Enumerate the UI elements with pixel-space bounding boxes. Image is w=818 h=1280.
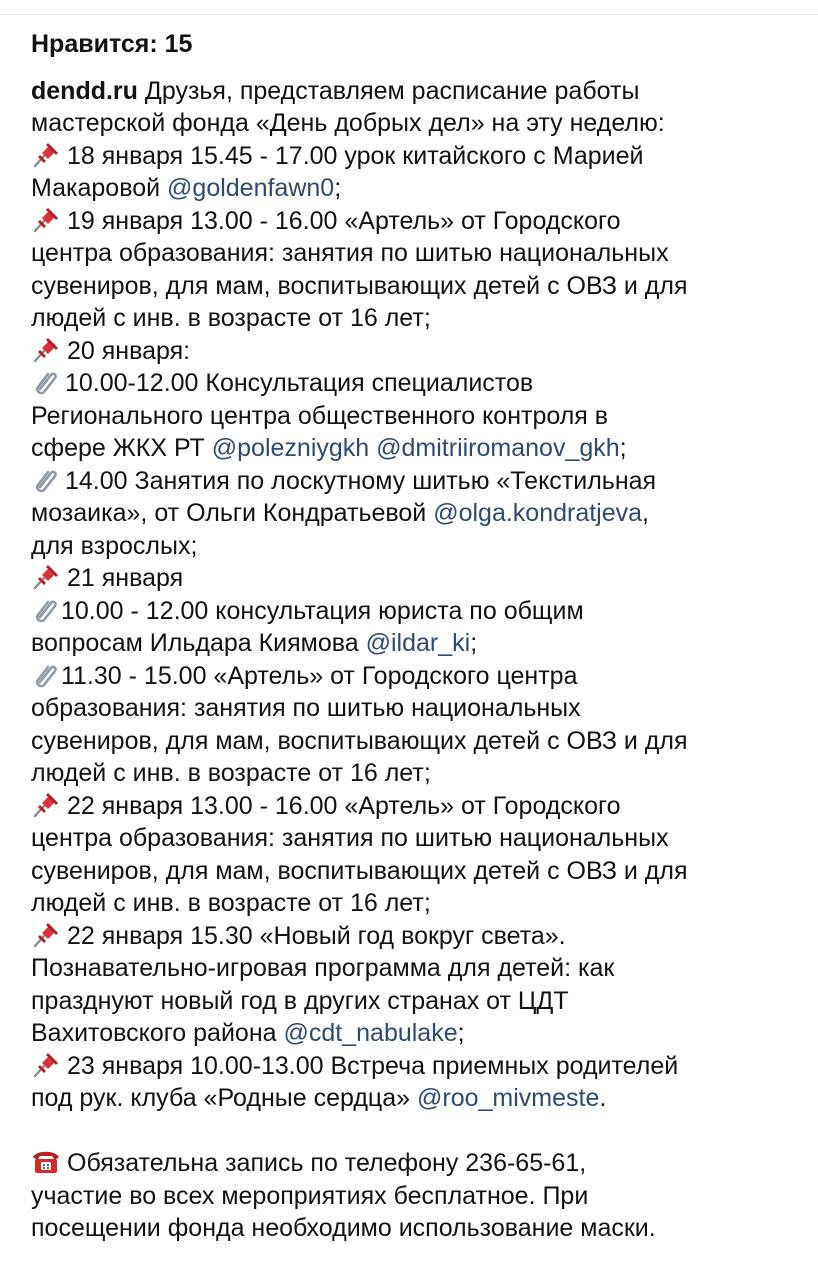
caption-line bbox=[31, 140, 801, 173]
caption-line bbox=[31, 1212, 801, 1245]
mention-link[interactable]: @goldenfawn0 bbox=[167, 174, 335, 202]
caption-line bbox=[31, 302, 801, 335]
punctuation: ; bbox=[334, 174, 342, 202]
pushpin-icon bbox=[31, 562, 61, 590]
caption-line-text: Друзья, представляем расписание работы bbox=[137, 76, 640, 105]
caption-line-text: 22 января 13.00 - 16.00 «Артель» от Городского bbox=[67, 791, 621, 820]
caption-line bbox=[31, 952, 801, 985]
punctuation: , bbox=[642, 499, 649, 527]
caption-line bbox=[31, 335, 801, 368]
caption-line bbox=[31, 75, 801, 108]
caption-line bbox=[31, 497, 801, 530]
mention-link[interactable]: @ildar_ki bbox=[365, 629, 471, 657]
likes-count[interactable]: Нравится: 15 bbox=[31, 30, 193, 58]
caption-line bbox=[31, 205, 801, 238]
caption-line-text: образования: занятия по шитью национальных bbox=[31, 694, 581, 722]
caption-line bbox=[31, 237, 801, 270]
caption-line bbox=[31, 757, 801, 790]
caption-line bbox=[31, 367, 801, 400]
caption-line-text: празднуют новый год в других странах от ЦДТ bbox=[31, 986, 569, 1015]
caption-line-text: Познавательно-игровая программа для детей: как bbox=[31, 954, 615, 982]
caption-line-text: мастерской фонда «День добрых дел» на эту неделю: bbox=[31, 109, 665, 137]
caption-line-text: Макаровой bbox=[31, 174, 168, 202]
pushpin-icon bbox=[31, 205, 61, 233]
top-divider bbox=[0, 14, 818, 15]
caption-line bbox=[31, 887, 801, 920]
caption-line-text: 14.00 Занятия по лоскутному шитью «Текстильная bbox=[65, 466, 657, 495]
punctuation: . bbox=[599, 1084, 607, 1112]
paperclip-icon bbox=[31, 660, 59, 688]
caption-line bbox=[31, 855, 801, 888]
caption-line-text: 20 января: bbox=[67, 336, 191, 365]
caption-line bbox=[31, 725, 801, 758]
post-caption-area bbox=[31, 28, 801, 1245]
caption-line-text: 22 января 15.30 «Новый год вокруг света». bbox=[67, 921, 566, 950]
pushpin-icon bbox=[31, 1050, 61, 1078]
caption-line-text: Обязательна запись по телефону 236-65-61, bbox=[67, 1149, 587, 1177]
caption-line bbox=[31, 562, 801, 595]
caption-line-text: под рук. клуба «Родные сердца» bbox=[31, 1084, 417, 1112]
caption-line-text: сувениров, для мам, воспитывающих детей с ОВЗ и для bbox=[31, 271, 688, 300]
caption-line bbox=[31, 530, 801, 563]
mention-link[interactable]: @olga.kondratjeva bbox=[433, 499, 643, 527]
caption-line bbox=[31, 400, 801, 433]
caption-line-text: людей с инв. в возрасте от 16 лет; bbox=[31, 759, 431, 787]
punctuation: ; bbox=[470, 629, 478, 657]
caption-line-text: 11.30 - 15.00 «Артель» от Городского центра bbox=[61, 661, 578, 690]
caption-line bbox=[31, 270, 801, 303]
caption-text bbox=[31, 75, 801, 1245]
caption-line-text: центра образования: занятия по шитью национальных bbox=[31, 239, 669, 267]
caption-line-text: 21 января bbox=[67, 564, 184, 592]
mention-link[interactable]: @cdt_nabulake bbox=[283, 1019, 458, 1047]
caption-line-text: людей с инв. в возрасте от 16 лет; bbox=[31, 889, 431, 917]
caption-line bbox=[31, 627, 801, 660]
caption-line bbox=[31, 432, 801, 465]
caption-line bbox=[31, 1082, 801, 1115]
caption-line-text: участие во всех мероприятиях бесплатное. При bbox=[31, 1181, 589, 1210]
caption-line-text: Вахитовского района bbox=[31, 1019, 284, 1047]
caption-line-text: сувениров, для мам, воспитывающих детей с ОВЗ и для bbox=[31, 726, 688, 755]
caption-line bbox=[31, 107, 801, 140]
caption-line-text: 10.00-12.00 Консультация специалистов bbox=[65, 369, 534, 397]
paperclip-icon bbox=[31, 595, 59, 623]
caption-line-text: людей с инв. в возрасте от 16 лет; bbox=[31, 304, 431, 332]
mention-link[interactable]: @dmitriiromanov_gkh bbox=[376, 434, 620, 462]
caption-line-text: для взрослых; bbox=[31, 531, 198, 560]
caption-line bbox=[31, 1147, 801, 1180]
caption-line bbox=[31, 1180, 801, 1213]
caption-line bbox=[31, 1017, 801, 1050]
caption-line-text: сувениров, для мам, воспитывающих детей с ОВЗ и для bbox=[31, 856, 688, 885]
username-link[interactable]: dendd.ru bbox=[31, 76, 138, 105]
punctuation: ; bbox=[457, 1019, 465, 1047]
caption-line bbox=[31, 595, 801, 628]
caption-line bbox=[31, 692, 801, 725]
mention-link[interactable]: @polezniygkh bbox=[211, 434, 370, 462]
pushpin-icon bbox=[31, 140, 61, 168]
caption-line-text: 18 января 15.45 - 17.00 урок китайского с Марией bbox=[67, 141, 644, 170]
caption-line bbox=[31, 1050, 801, 1083]
caption-line-text: 19 января 13.00 - 16.00 «Артель» от Городского bbox=[67, 206, 621, 235]
caption-line bbox=[31, 985, 801, 1018]
mention-link[interactable]: @roo_mivmeste bbox=[417, 1084, 600, 1112]
caption-line-text: вопросам Ильдара Киямова bbox=[31, 629, 366, 657]
caption-line bbox=[31, 920, 801, 953]
caption-line-text: мозаика», от Ольги Кондратьевой bbox=[31, 499, 434, 527]
pushpin-icon bbox=[31, 335, 61, 363]
caption-line-text: центра образования: занятия по шитью национальных bbox=[31, 824, 669, 852]
caption-line-text: 23 января 10.00-13.00 Встреча приемных родителей bbox=[67, 1051, 679, 1080]
paperclip-icon bbox=[31, 465, 59, 493]
caption-line-text: Регионального центра общественного контроля в bbox=[31, 401, 609, 430]
telephone-icon bbox=[31, 1147, 61, 1175]
punctuation: ; bbox=[619, 434, 627, 462]
caption-line bbox=[31, 465, 801, 498]
caption-line-text: 10.00 - 12.00 консультация юриста по общим bbox=[61, 596, 584, 625]
caption-line bbox=[31, 172, 801, 205]
caption-line-text: посещении фонда необходимо использование маски. bbox=[31, 1214, 656, 1242]
pushpin-icon bbox=[31, 790, 61, 818]
caption-line bbox=[31, 822, 801, 855]
caption-line bbox=[31, 660, 801, 693]
blank-line bbox=[31, 1115, 801, 1148]
caption-line-text: сфере ЖКХ РТ bbox=[31, 434, 212, 462]
caption-line bbox=[31, 790, 801, 823]
paperclip-icon bbox=[31, 367, 59, 395]
pushpin-icon bbox=[31, 920, 61, 948]
